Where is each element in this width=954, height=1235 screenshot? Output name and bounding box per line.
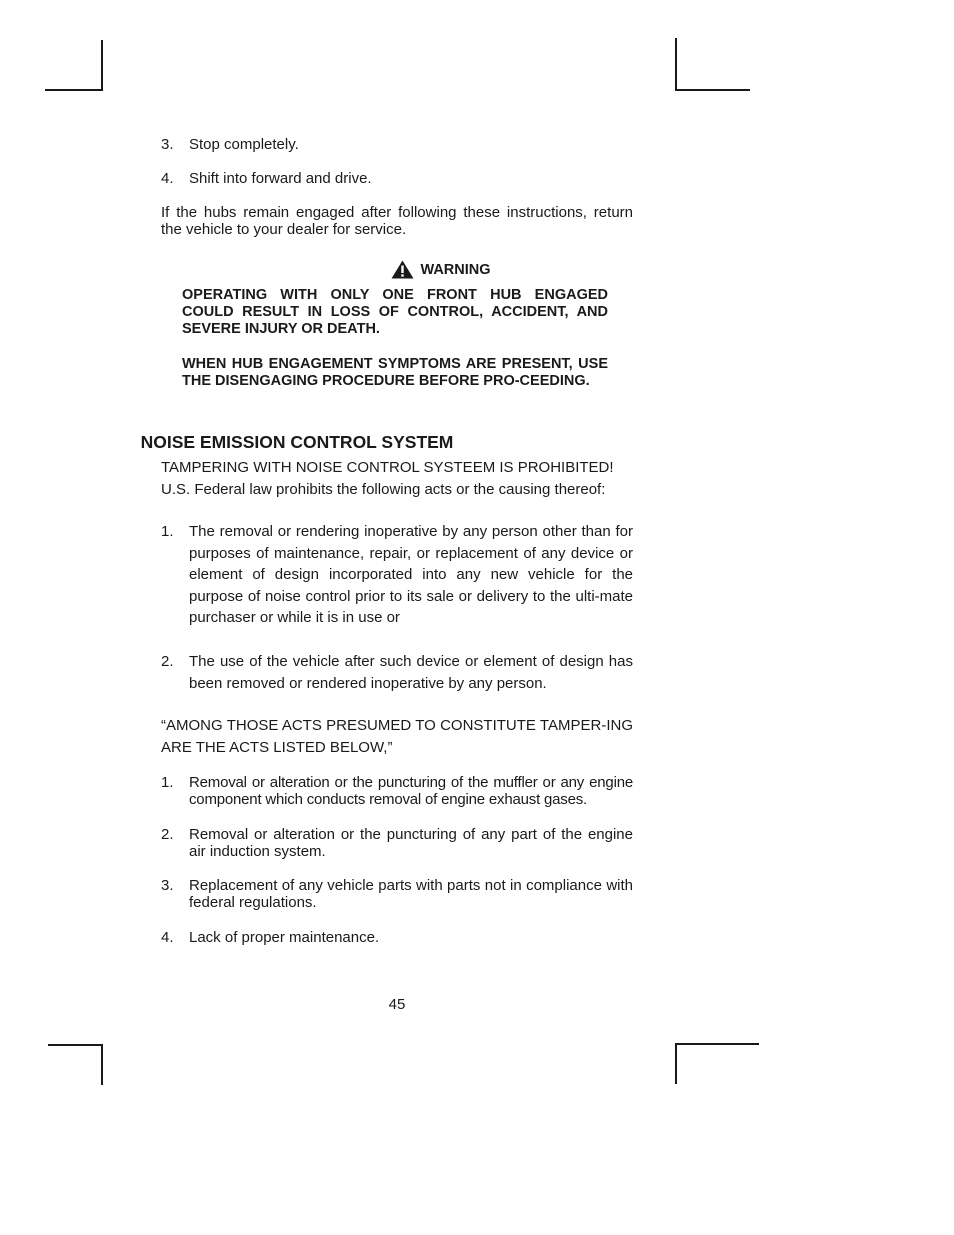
- tamper-number: 4.: [161, 929, 174, 946]
- warning-title: [205, 260, 677, 279]
- section-heading: NOISE EMISSION CONTROL SYSTEM: [140, 432, 454, 452]
- presumed-acts-intro: “AMONG THOSE ACTS PRESUMED TO CONSTITUTE TAMPER-ING ARE THE ACTS LISTED BELOW,”: [161, 717, 633, 756]
- tamper-text: Removal or alteration or the puncturing of the muffler or any engine component which conducts removal of engine exhaust gases.: [189, 774, 633, 808]
- tamper-number: 2.: [161, 826, 174, 843]
- warning-paragraph: OPERATING WITH ONLY ONE FRONT HUB ENGAGED COULD RESULT IN LOSS OF CONTROL, ACCIDENT, AND SEVERE INJURY OR DEATH.: [182, 287, 608, 337]
- crop-mark-top-left-horizontal: [45, 89, 103, 91]
- crop-mark-bottom-right-vertical: [675, 1043, 677, 1084]
- tamper-item: [161, 929, 633, 946]
- act-item: [161, 651, 633, 694]
- step-item: [161, 170, 633, 187]
- tamper-text: Replacement of any vehicle parts with parts not in compliance with federal regulations.: [189, 877, 633, 911]
- tamper-item: [161, 774, 633, 808]
- crop-mark-bottom-right-horizontal: [675, 1043, 759, 1045]
- act-text: The removal or rendering inoperative by any person other than for purposes of maintenance, repair, or replacement of any device or element of design incorporated into any new vehicle for the purpose of noise control prior to its sale or delivery to the ulti-mate purchaser or while it is in use or: [189, 523, 633, 627]
- crop-mark-top-right-vertical: [675, 38, 677, 91]
- warning-triangle-icon: [391, 260, 414, 279]
- crop-mark-bottom-left-vertical: [101, 1044, 103, 1085]
- step-text: Stop completely.: [189, 136, 299, 153]
- act-number: 2.: [161, 653, 174, 670]
- tamper-text: Lack of proper maintenance.: [189, 929, 380, 946]
- crop-mark-top-left-vertical: [101, 40, 103, 91]
- page-number: 45: [388, 996, 406, 1013]
- warning-paragraph: WHEN HUB ENGAGEMENT SYMPTOMS ARE PRESENT, USE THE DISENGAGING PROCEDURE BEFORE PRO-CEEDING.: [182, 356, 608, 389]
- prohibition-line: TAMPERING WITH NOISE CONTROL SYSTEEM IS PROHIBITED!: [161, 459, 614, 476]
- tamper-item: [161, 877, 633, 911]
- tamper-item: [161, 826, 633, 860]
- hubs-note: If the hubs remain engaged after following these instructions, return the vehicle to your dealer for service.: [161, 204, 633, 238]
- step-number: 3.: [161, 136, 174, 153]
- act-text: The use of the vehicle after such device or element of design has been removed or rendered inoperative by any person.: [189, 653, 633, 692]
- federal-law-line: U.S. Federal law prohibits the following acts or the causing thereof:: [161, 481, 606, 498]
- crop-mark-bottom-left-horizontal: [48, 1044, 103, 1046]
- act-item: [161, 521, 633, 629]
- tamper-number: 3.: [161, 877, 174, 894]
- act-number: 1.: [161, 523, 174, 540]
- step-number: 4.: [161, 170, 174, 187]
- tamper-number: 1.: [161, 774, 174, 791]
- warning-label: WARNING: [420, 261, 491, 278]
- tamper-text: Removal or alteration or the puncturing of any part of the engine air induction system.: [189, 826, 633, 860]
- crop-mark-top-right-horizontal: [675, 89, 750, 91]
- step-item: [161, 136, 633, 153]
- step-text: Shift into forward and drive.: [189, 170, 372, 187]
